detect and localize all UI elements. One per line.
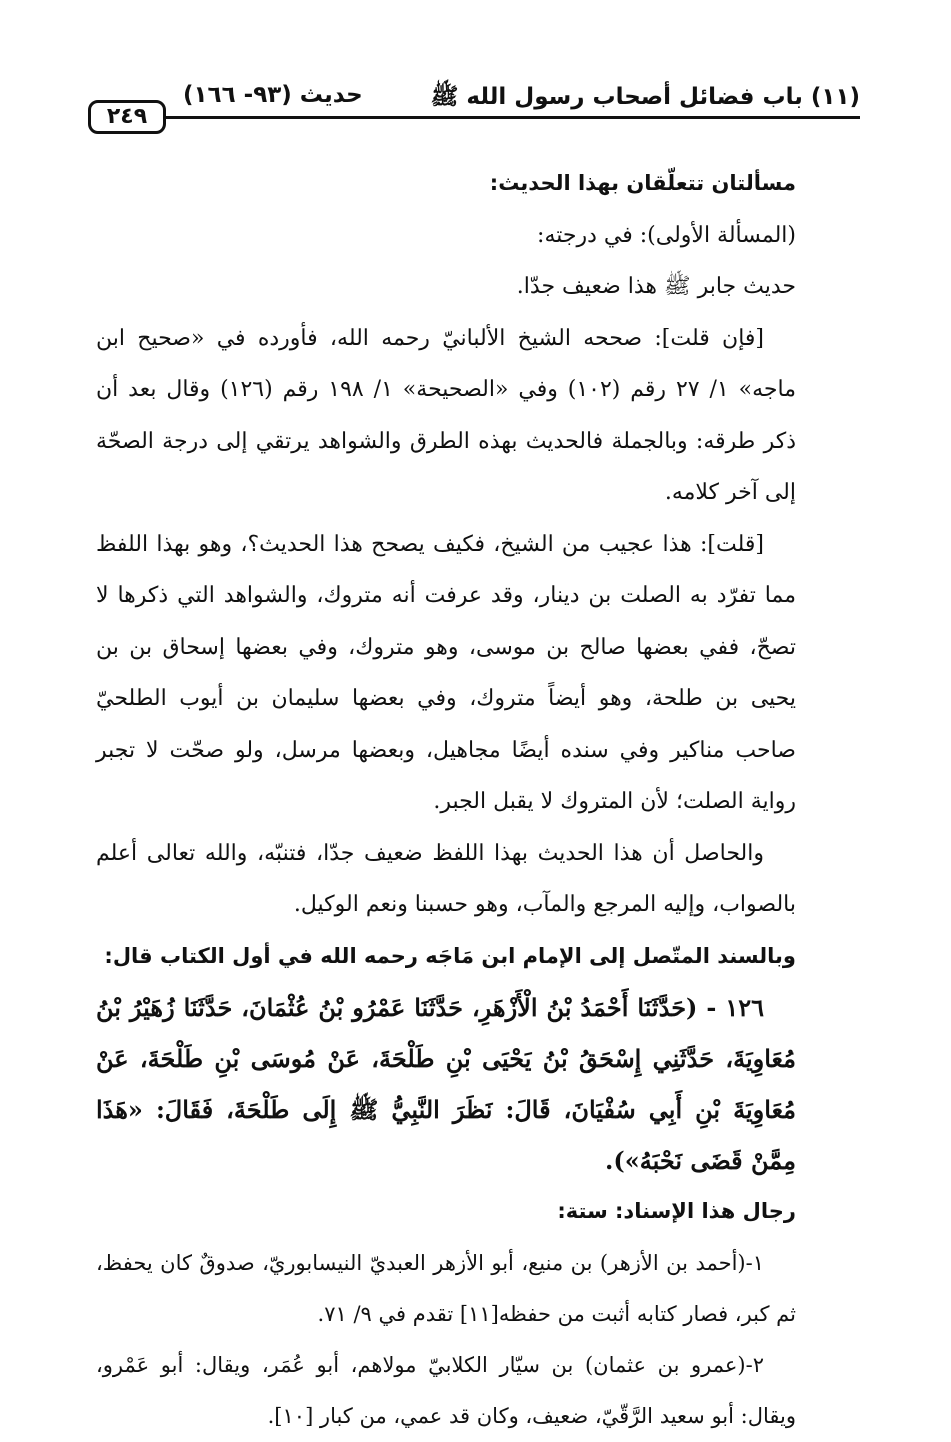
page-content — [96, 158, 796, 1442]
page-number: ٢٤٩ — [88, 100, 166, 134]
hadith-text: ١٢٦ - (حَدَّثَنَا أَحْمَدُ بْنُ الْأَزْهَرِ، حَدَّثَنَا عَمْرُو بْنُ عُثْمَانَ، حَدَّثَنَا زُهَيْرُ بْنُ مُعَاوِيَةَ، حَدَّثَنِي إِسْحَقُ بْنُ يَحْيَى بْنِ طَلْحَةَ، عَنْ مُوسَى بْنِ طَلْحَةَ، عَنْ مُعَاوِيَةَ بْنِ أَبِي سُفْيَانَ، قَالَ: نَظَرَ النَّبِيُّ ﷺ إِلَى طَلْحَةَ، فَقَالَ: «هَذَا مِمَّنْ قَضَى نَحْبَهُ»). — [96, 993, 796, 1175]
issue-one-title: (المسألة الأولى): في درجته: — [537, 222, 796, 248]
issue-one-text: حديث جابر ﷺ هذا ضعيف جدّا. — [516, 274, 796, 299]
narrator-2: ٢-(عمرو بن عثمان) بن سيّار الكلابيّ مولاهم، أبو عُمَر، ويقال: أبو عَمْرو، ويقال: أبو سعيد الرَّقّيّ، ضعيف، وكان قد عمي، من كبار [١٠]. — [96, 1352, 796, 1428]
conclusion-paragraph: والحاصل أن هذا الحديث بهذا اللفظ ضعيف جدّا، فتنبّه، والله تعالى أعلم بالصواب، وإليه المرجع والمآب، وهو حسبنا ونعم الوكيل. — [96, 840, 796, 917]
i-said-paragraph: [قلت]: هذا عجيب من الشيخ، فكيف يصحح هذا الحديث؟، وهو بهذا اللفظ مما تفرّد به الصلت بن دينار، وقد عرفت أنه متروك، والشواهد التي ذكرها لا تصحّ، ففي بعضها صالح بن موسى، وهو متروك، وفي بعضها إسحاق بن بن يحيى بن طلحة، وهو أيضاً متروك، وفي بعضها سليمان بن أيوب الطلحيّ صاحب مناكير وفي سنده أيضًا مجاهيل، وبعضها مرسل، ولو صحّت لا تجبر رواية الصلت؛ لأن المتروك لا يقبل الجبر. — [96, 531, 796, 814]
header-hadith-range: حديث (٩٣- ١٦٦) — [183, 82, 363, 108]
narrators-heading: رجال هذا الإسناد: ستة: — [557, 1199, 796, 1223]
header-rule — [164, 116, 860, 119]
heading-two-issues: مسألتان تتعلّقان بهذا الحديث: — [489, 171, 796, 195]
chain-heading: وبالسند المتّصل إلى الإمام ابن مَاجَه رحمه الله في أول الكتاب قال: — [104, 943, 796, 968]
page-header — [88, 82, 860, 142]
if-said-paragraph: [فإن قلت]: صححه الشيخ الألبانيّ رحمه الله، فأورده في «صحيح ابن ماجه» ١/ ٢٧ رقم (١٠٢) وفي «الصحيحة» ١/ ١٩٨ رقم (١٢٦) وقال بعد أن ذكر طرقه: وبالجملة فالحديث بهذه الطرق والشواهد يرتقي إلى درجة الصحّة إلى آخر كلامه. — [96, 325, 796, 505]
header-chapter-title: (١١) باب فضائل أصحاب رسول الله ﷺ — [430, 84, 860, 110]
narrator-1: ١-(أحمد بن الأزهر) بن منيع، أبو الأزهر العبديّ النيسابوريّ، صدوقٌ كان يحفظ، ثم كبر، فصار كتابه أثبت من حفظه[١١] تقدم في ٩/ ٧١. — [96, 1250, 796, 1326]
